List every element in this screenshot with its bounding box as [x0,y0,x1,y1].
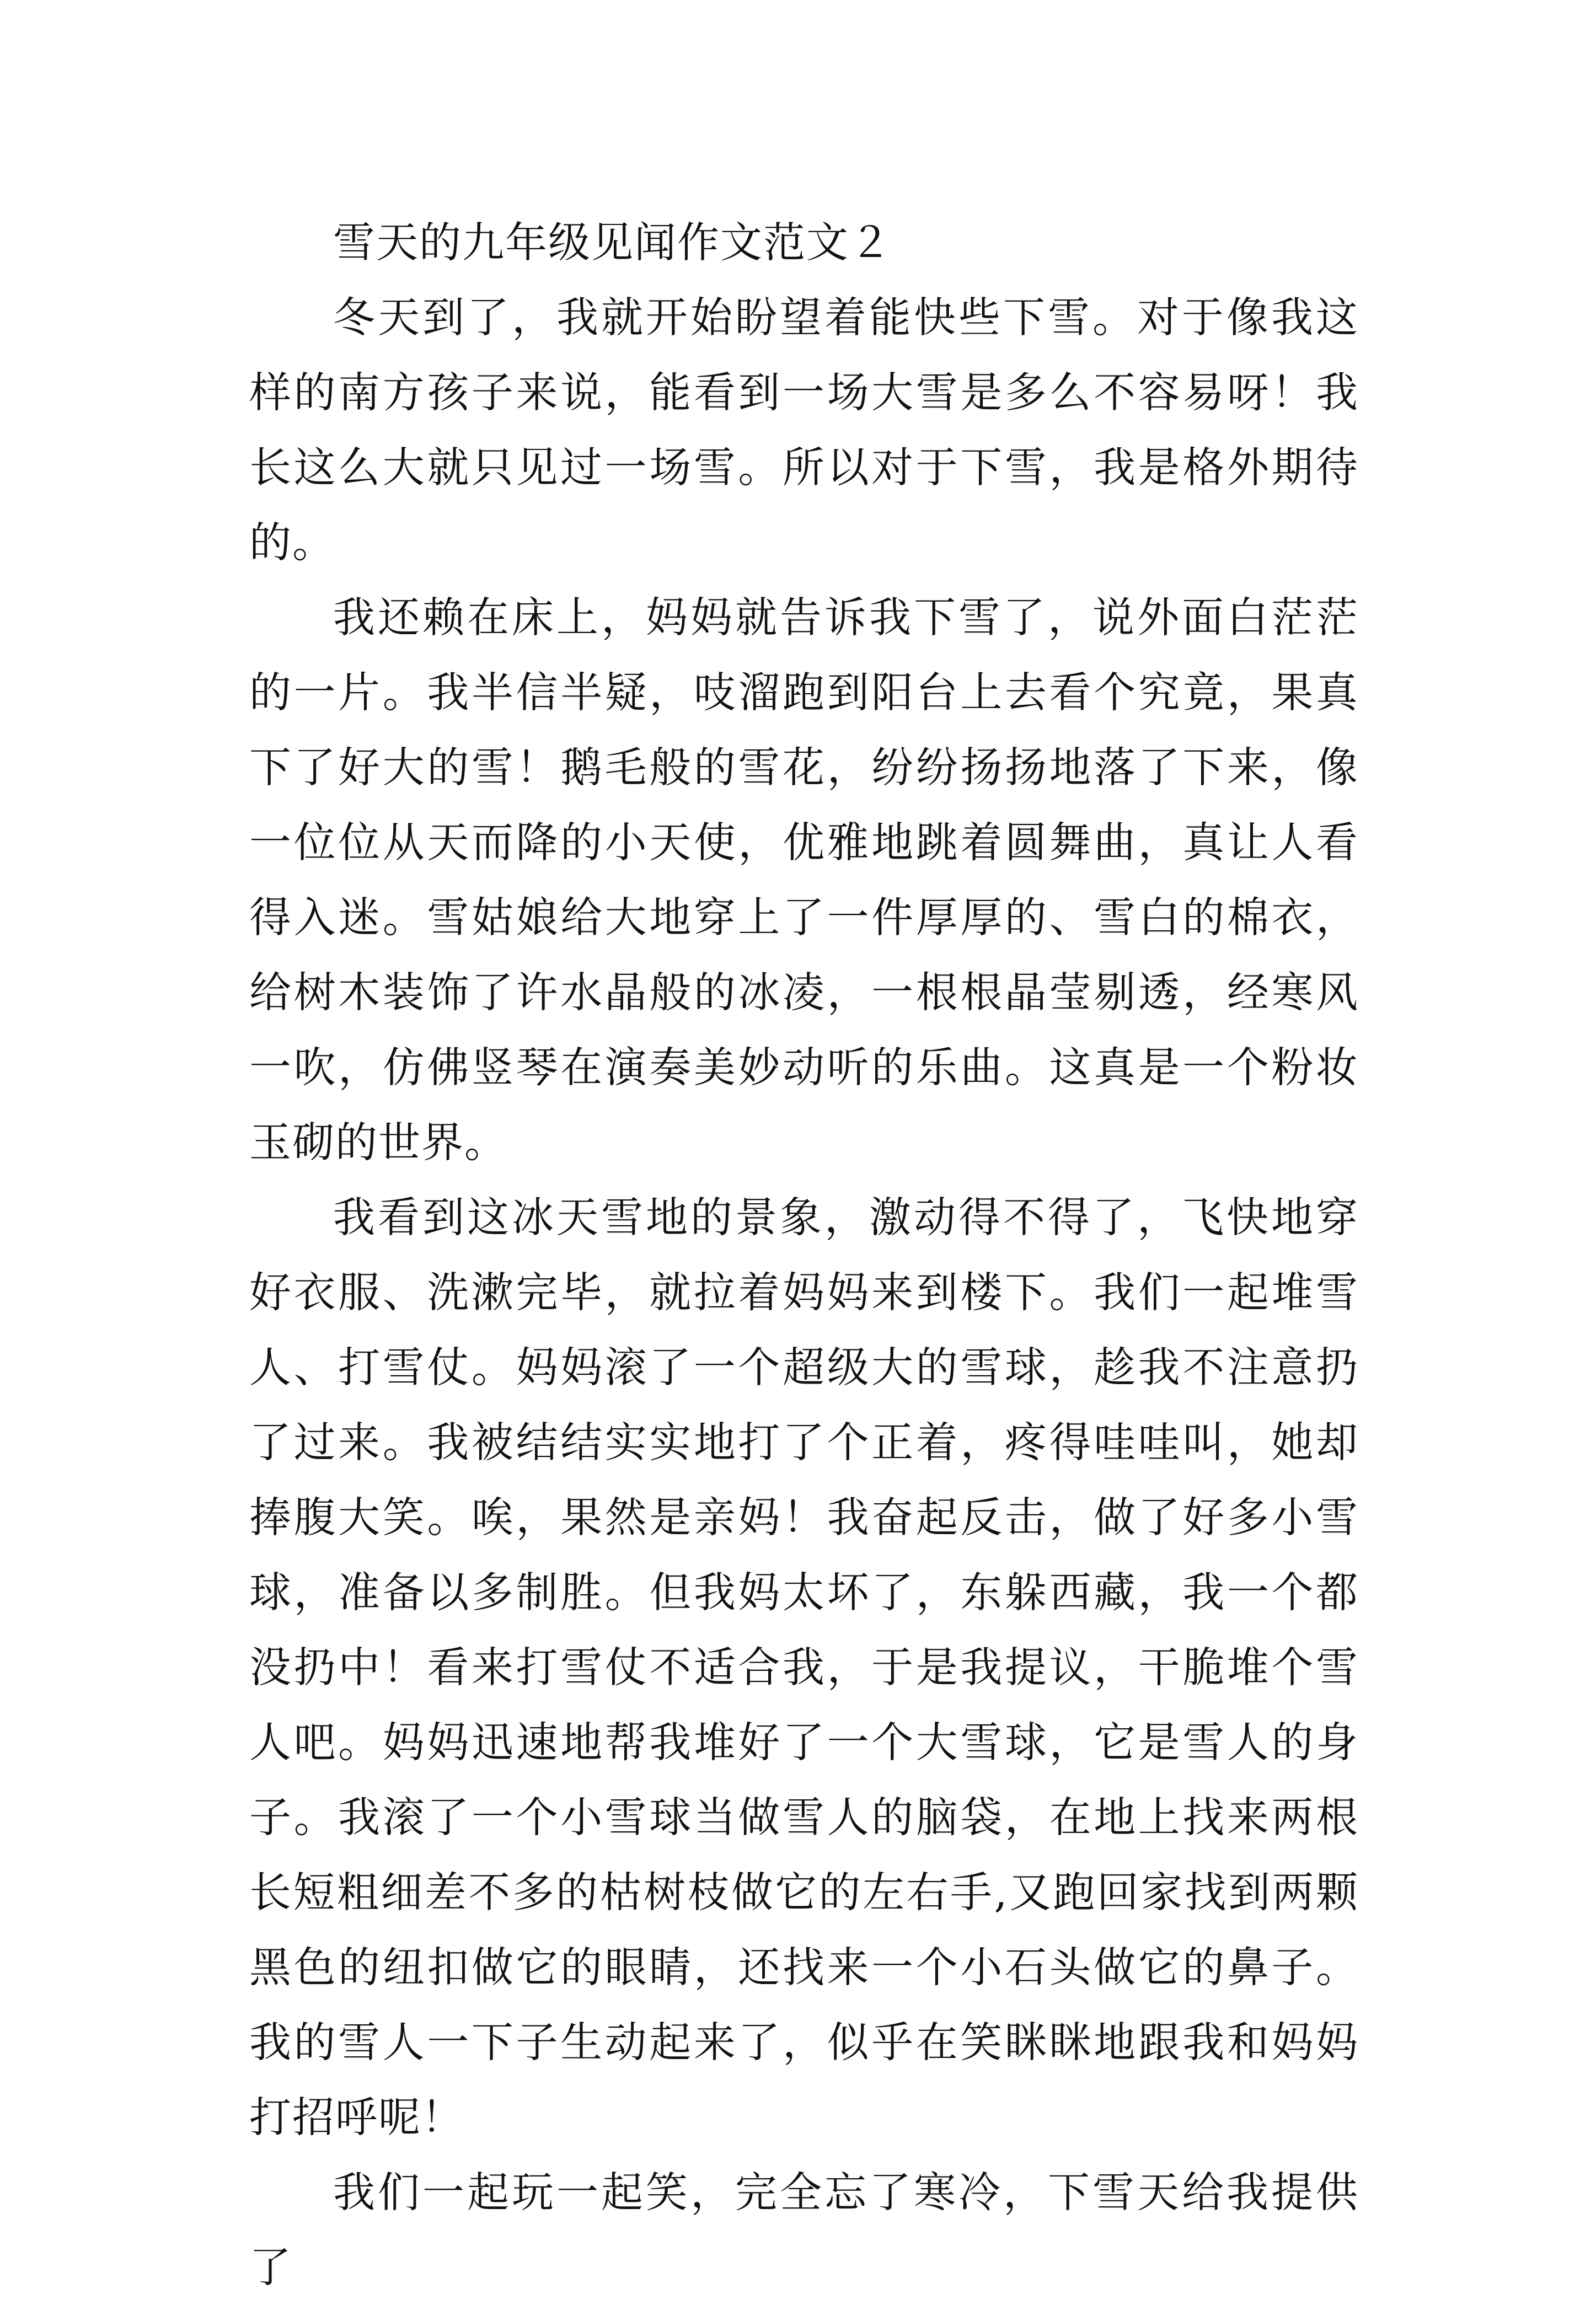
essay-body [249,205,1359,2305]
essay-paragraph-4: 我们一起玩一起笑，完全忘了寒冷，下雪天给我提供了 [249,2168,1359,2292]
essay-paragraph-2: 我还赖在床上，妈妈就告诉我下雪了，说外面白茫茫的一片。我半信半疑，吱溜跑到阳台上去看个究竟，果真下了好大的雪！鹅毛般的雪花，纷纷扬扬地落了下来，像一位位从天而降的小天使，优雅地跳着圆舞曲，真让人看得入迷。雪姑娘给大地穿上了一件厚厚的、雪白的棉衣，给树木装饰了许水晶般的冰凌，一根根晶莹剔透，经寒风一吹，仿佛竖琴在演奏美妙动听的乐曲。这真是一个粉妆玉砌的世界。 [249,593,1359,1167]
essay-paragraph-1: 冬天到了，我就开始盼望着能快些下雪。对于像我这样的南方孩子来说，能看到一场大雪是多么不容易呀！我长这么大就只见过一场雪。所以对于下雪，我是格外期待的。 [249,293,1359,567]
essay-paragraph-3: 我看到这冰天雪地的景象，激动得不得了，飞快地穿好衣服、洗漱完毕，就拉着妈妈来到楼下。我们一起堆雪人、打雪仗。妈妈滚了一个超级大的雪球，趁我不注意扔了过来。我被结结实实地打了个正着，疼得哇哇叫，她却捧腹大笑。唉，果然是亲妈！我奋起反击，做了好多小雪球，准备以多制胜。但我妈太坏了，东躲西藏，我一个都没扔中！看来打雪仗不适合我，于是我提议，干脆堆个雪人吧。妈妈迅速地帮我堆好了一个大雪球，它是雪人的身子。我滚了一个小雪球当做雪人的脑袋，在地上找来两根长短粗细差不多的枯树枝做它的左右手,又跑回家找到两颗黑色的纽扣做它的眼睛，还找来一个小石头做它的鼻子。我的雪人一下子生动起来了，似乎在笑眯眯地跟我和妈妈打招呼呢！ [249,1193,1359,2142]
essay-title: 雪天的九年级见闻作文范文２ [333,218,892,267]
